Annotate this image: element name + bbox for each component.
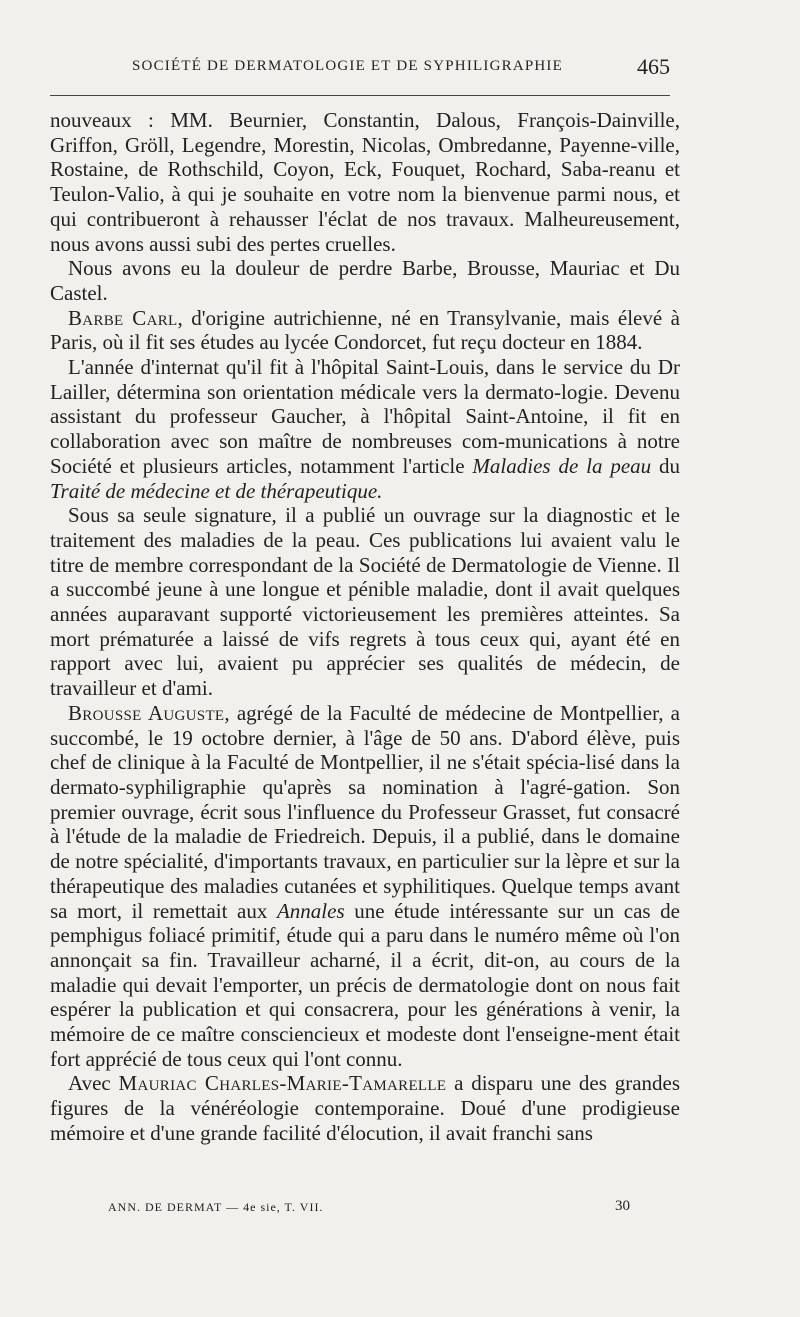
paragraph-text: , agrégé de la Faculté de médecine de Montpellier, a succombé, le 19 octobre dernier, à l'âge de 50 ans. D'abord élève, puis chef de clinique à la Faculté de Montpellier, il ne s'était spécia-lisé dans la dermato-syphiligraphie qu'après sa nomination à l'agré-gation. Son premier ouvrage, écrit sous l'influence du Professeur Grasset, fut consacré à l'étude de la maladie de Friedreich. Depuis, il a publié, dans le domaine de notre spécialité, d'importants travaux, en particulier sur la lèpre et sur la thérapeutique des maladies cutanées et syphilitiques. Quelque temps avant sa mort, il remettait aux bbox=[50, 700, 680, 923]
paragraph bbox=[50, 355, 680, 503]
italic-title: Annales bbox=[276, 898, 345, 923]
italic-title: Traité de médecine et de thérapeutique. bbox=[50, 478, 383, 503]
signature-mark: ANN. DE DERMAT — 4e sie, T. VII. bbox=[108, 1200, 324, 1214]
italic-title: Maladies de la peau bbox=[472, 453, 652, 478]
paragraph-text: , d'origine autrichienne, né en Transylvanie, mais élevé à Paris, où il fit ses études au lycée Condorcet, fut reçu docteur en 1884. bbox=[50, 305, 680, 355]
sheet-number: 30 bbox=[615, 1198, 630, 1214]
paragraph bbox=[50, 306, 680, 355]
page-number: 465 bbox=[637, 54, 670, 79]
paragraph-text: a disparu une des grandes figures de la vénéréologie contemporaine. Doué d'une prodigieuse mémoire et d'une grande facilité d'élocution, il avait franchi sans bbox=[50, 1071, 681, 1145]
paragraph: nouveaux : MM. Beurnier, Constantin, Dalous, François-Dainville, Griffon, Gröll, Legendre, Morestin, Nicolas, Ombredanne, Payenne-ville, Rostaine, de Rothschild, Coyon, Eck, Fouquet, Rochard, Saba-reanu et Teulon-Valio, à qui je souhaite en votre nom la bienvenue parmi nous, et qui contribueront à rehausser l'éclat de nos travaux. Malheureusement, nous avons aussi subi des pertes cruelles. bbox=[50, 108, 680, 256]
running-header bbox=[50, 56, 670, 80]
paragraph-text: L'année d'internat qu'il fit à l'hôpital Saint-Louis, dans le service du Dr Lailler, détermina son orientation médicale vers la dermato-logie. Devenu assistant du professeur Gaucher, à l'hôpital Saint-Antoine, il fit en collaboration avec son maître de nombreuses com-munications à notre Société et plusieurs articles, notamment l'article bbox=[50, 355, 680, 478]
paragraph: Sous sa seule signature, il a publié un ouvrage sur la diagnostic et le traitement des maladies de la peau. Ces publications lui avaient valu le titre de membre correspondant de la Société de Dermatologie de Vienne. Il a succombé jeune à une longue et pénible maladie, dont il avait quelques années auparavant supporté victorieusement les premières atteintes. Sa mort prématurée a laissé de vifs regrets à tous ceux qui, ayant été en rapport avec lui, avaient pu apprécier ses qualités de médecin, de travailleur et d'ami. bbox=[50, 503, 680, 701]
paragraph bbox=[50, 701, 680, 1072]
paragraph: Nous avons eu la douleur de perdre Barbe, Brousse, Mauriac et Du Castel. bbox=[50, 256, 680, 305]
header-rule bbox=[50, 95, 670, 96]
paragraph-text: du bbox=[659, 453, 681, 478]
page-footer bbox=[50, 1200, 650, 1220]
paragraph-text: Avec bbox=[68, 1071, 111, 1096]
person-name: Brousse Auguste bbox=[68, 700, 225, 725]
person-name: Barbe Carl bbox=[68, 305, 178, 330]
paragraph-text: une étude intéressante sur un cas de pemphigus foliacé primitif, étude qui a paru dans le numéro même où l'on annonçait sa fin. Travailleur acharné, il a écrit, dit-on, au cours de la maladie qui devait l'emporter, un précis de dermatologie dont on nous fait espérer la publication et qui consacrera, pour les générations à venir, la mémoire de ce maître consciencieux et modeste dont l'enseigne-ment était fort apprécié de tous ceux qui l'ont connu. bbox=[50, 898, 680, 1071]
running-title: SOCIÉTÉ DE DERMATOLOGIE ET DE SYPHILIGRAPHIE bbox=[132, 58, 563, 74]
person-name: Mauriac Charles-Marie-Tamarelle bbox=[118, 1071, 447, 1096]
paragraph bbox=[50, 1071, 680, 1145]
body-text bbox=[50, 108, 680, 1146]
